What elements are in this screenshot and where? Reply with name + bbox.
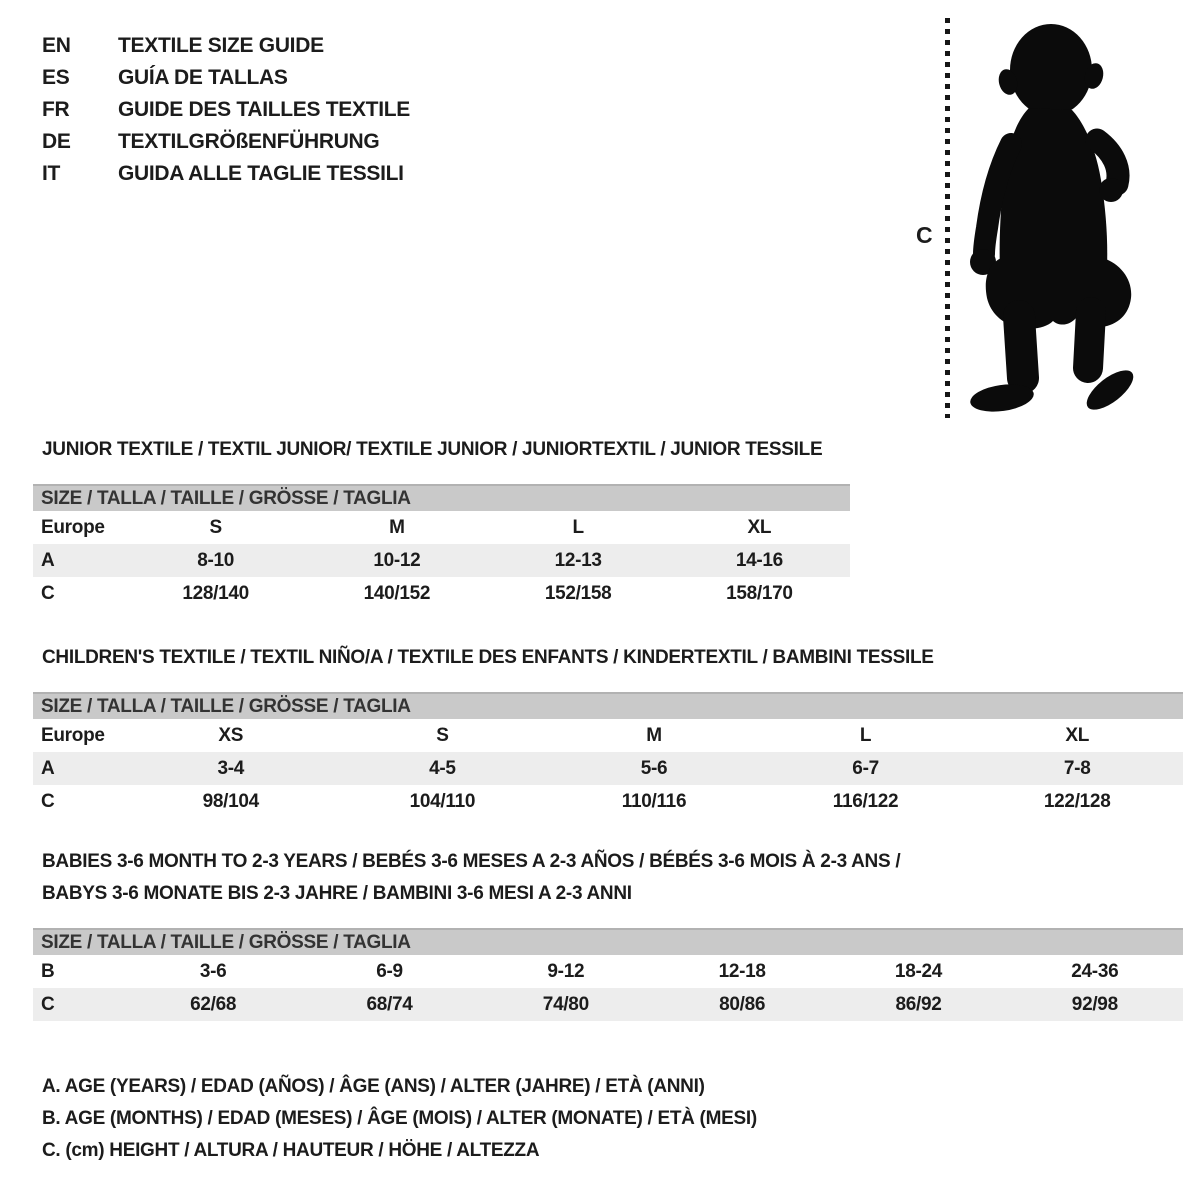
language-label: TEXTILE SIZE GUIDE — [118, 34, 324, 57]
cell: 5-6 — [640, 757, 668, 779]
cell: 122/128 — [1043, 790, 1111, 812]
height-measure-dashed-line — [945, 18, 950, 418]
row-label: C — [41, 582, 55, 604]
cell: 68/74 — [366, 993, 413, 1015]
language-label: GUÍA DE TALLAS — [118, 66, 288, 89]
language-row — [42, 30, 410, 62]
cell: 8-10 — [197, 549, 235, 571]
language-label: GUIDA ALLE TAGLIE TESSILI — [118, 162, 404, 185]
cell: 98/104 — [202, 790, 259, 812]
cell: 18-24 — [894, 960, 943, 982]
section-title-text: JUNIOR TEXTILE / TEXTIL JUNIOR/ TEXTILE JUNIOR / JUNIORTEXTIL / JUNIOR TESSILE — [42, 439, 823, 460]
children-size-table — [33, 692, 1183, 818]
language-code: EN — [42, 34, 71, 57]
table-row — [33, 577, 850, 610]
section-title-children — [42, 642, 934, 674]
cell: 62/68 — [190, 993, 237, 1015]
cell: 86/92 — [895, 993, 942, 1015]
legend-line-a: A. AGE (YEARS) / EDAD (AÑOS) / ÂGE (ANS) / ALTER (JAHRE) / ETÀ (ANNI) — [42, 1076, 705, 1097]
size-header-text: SIZE / TALLA / TAILLE / GRÖSSE / TAGLIA — [41, 932, 411, 953]
language-row — [42, 158, 410, 190]
row-label: A — [41, 549, 55, 571]
language-code: FR — [42, 98, 70, 121]
measure-label-c: C — [916, 222, 933, 248]
cell: 9-12 — [547, 960, 585, 982]
cell: S — [436, 724, 449, 746]
row-label: C — [41, 993, 55, 1015]
language-label: GUIDE DES TAILLES TEXTILE — [118, 98, 410, 121]
legend — [42, 1071, 757, 1167]
cell: 128/140 — [182, 582, 249, 604]
table-row — [33, 511, 850, 544]
cell: 4-5 — [429, 757, 456, 779]
cell: 6-7 — [852, 757, 879, 779]
cell: XL — [747, 516, 772, 538]
table-row — [33, 955, 1183, 988]
cell: 116/122 — [832, 790, 899, 812]
size-header-band — [33, 692, 1183, 719]
language-row — [42, 62, 410, 94]
cell: 80/86 — [719, 993, 766, 1015]
cell: 92/98 — [1071, 993, 1118, 1015]
cell: L — [859, 724, 872, 746]
legend-line-b: B. AGE (MONTHS) / EDAD (MESES) / ÂGE (MOIS) / ALTER (MONATE) / ETÀ (MESI) — [42, 1108, 757, 1129]
cell: 104/110 — [409, 790, 476, 812]
size-header-band — [33, 928, 1183, 955]
language-code: DE — [42, 130, 71, 153]
cell: 158/170 — [726, 582, 793, 604]
table-row — [33, 544, 850, 577]
size-header-text: SIZE / TALLA / TAILLE / GRÖSSE / TAGLIA — [41, 696, 411, 717]
table-row — [33, 988, 1183, 1021]
language-code: ES — [42, 66, 70, 89]
cell: 110/116 — [621, 790, 687, 812]
size-header-text: SIZE / TALLA / TAILLE / GRÖSSE / TAGLIA — [41, 488, 411, 509]
language-title-block — [42, 30, 410, 190]
cell: M — [646, 724, 662, 746]
table-row — [33, 719, 1183, 752]
cell: 74/80 — [542, 993, 589, 1015]
language-code: IT — [42, 162, 61, 185]
cell: 3-4 — [217, 757, 245, 779]
language-row — [42, 126, 410, 158]
junior-size-table — [33, 484, 850, 610]
row-label: B — [41, 960, 55, 982]
section-title-babies — [42, 846, 900, 910]
cell: 24-36 — [1071, 960, 1119, 982]
section-title-text: CHILDREN'S TEXTILE / TEXTIL NIÑO/A / TEXTILE DES ENFANTS / KINDERTEXTIL / BAMBINI TESSILE — [42, 647, 934, 668]
cell: 152/158 — [544, 582, 612, 604]
section-title-text: BABIES 3-6 MONTH TO 2-3 YEARS / BEBÉS 3-6 MESES A 2-3 AÑOS / BÉBÉS 3-6 MOIS À 2-3 ANS / — [42, 851, 901, 872]
cell: 140/152 — [363, 582, 431, 604]
cell: 3-6 — [199, 960, 227, 982]
section-title-text: BABYS 3-6 MONATE BIS 2-3 JAHRE / BAMBINI 3-6 MESI A 2-3 ANNI — [42, 883, 632, 904]
cell: XS — [218, 724, 244, 746]
cell: 10-12 — [373, 549, 421, 571]
size-header-band — [33, 484, 850, 511]
cell: 7-8 — [1063, 757, 1091, 779]
section-title-junior — [42, 434, 822, 466]
cell: 12-13 — [554, 549, 602, 571]
babies-size-table — [33, 928, 1183, 1021]
legend-line-c: C. (cm) HEIGHT / ALTURA / HAUTEUR / HÖHE / ALTEZZA — [42, 1140, 540, 1161]
cell: L — [572, 516, 584, 538]
language-row — [42, 94, 410, 126]
row-label: C — [41, 790, 55, 812]
cell: S — [209, 516, 222, 538]
row-label: Europe — [41, 724, 105, 746]
height-measure-figure — [900, 12, 1180, 422]
cell: 12-18 — [718, 960, 766, 982]
row-label: A — [41, 757, 55, 779]
table-row — [33, 752, 1183, 785]
baby-silhouette-icon — [955, 18, 1145, 418]
cell: M — [389, 516, 405, 538]
table-row — [33, 785, 1183, 818]
language-label: TEXTILGRÖßENFÜHRUNG — [118, 130, 380, 153]
cell: 14-16 — [735, 549, 783, 571]
cell: XL — [1065, 724, 1090, 746]
cell: 6-9 — [376, 960, 403, 982]
row-label: Europe — [41, 516, 105, 538]
